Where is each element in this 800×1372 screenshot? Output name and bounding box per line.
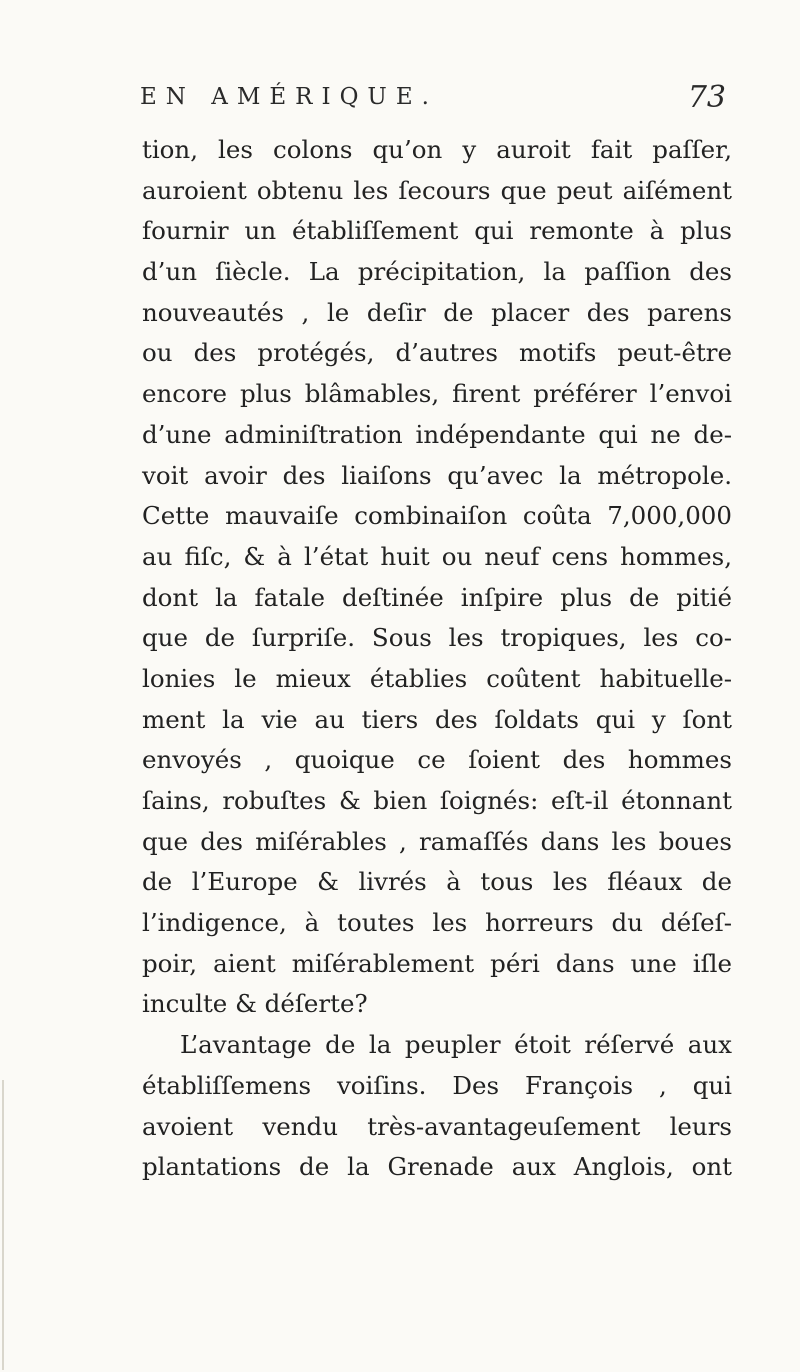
text-line: ou des protégés, d’autres motifs peut-être: [142, 338, 732, 368]
text-line: au fiſc, & à l’état huit ou neuf cens hommes,: [142, 541, 732, 571]
text-line: établiſſemens voiſins. Des François , qui: [142, 1070, 732, 1100]
body-text: [142, 130, 732, 1188]
text-line: poir, aient miſérablement péri dans une iſle: [142, 948, 732, 978]
text-line: tion, les colons qu’on y auroit fait paſſer,: [142, 135, 732, 164]
text-line: que des miſérables , ramaſſés dans les boues: [142, 826, 732, 856]
text-line: Cette mauvaiſe combinaiſon coûta 7,000,000: [142, 501, 732, 531]
text-line: ment la vie au tiers des ſoldats qui y ſont: [142, 704, 732, 734]
text-line: l’indigence, à toutes les horreurs du déſeſ-: [142, 908, 732, 938]
text-line: lonies le mieux établies coûtent habituelle-: [142, 663, 732, 693]
text-line: de l’Europe & livrés à tous les fléaux de: [142, 867, 732, 897]
page-number: 73: [687, 80, 726, 115]
text-line: nouveautés , le deſir de placer des parens: [142, 297, 732, 327]
paragraph-start-line: L’avantage de la peupler étoit réſervé aux: [180, 1030, 732, 1060]
text-line: encore plus blâmables, firent préférer l’envoi: [142, 379, 732, 409]
text-line: dont la fatale deſtinée inſpire plus de pitié: [142, 582, 732, 612]
text-line: fournir un établiſſement qui remonte à plus: [142, 216, 732, 246]
text-line: d’une adminiſtration indépendante qui ne de-: [142, 419, 732, 449]
text-line: inculte & déſerte?: [142, 989, 368, 1019]
text-line: voit avoir des liaiſons qu’avec la métropole.: [142, 460, 732, 490]
text-line: envoyés , quoique ce ſoient des hommes: [142, 745, 732, 775]
text-line: plantations de la Grenade aux Anglois, ont: [142, 1152, 732, 1182]
text-line: auroient obtenu les ſecours que peut aiſément: [142, 175, 732, 205]
page-header: [140, 78, 730, 118]
running-head: EN AMÉRIQUE.: [140, 84, 438, 110]
binding-edge: [2, 1080, 4, 1370]
text-line: avoient vendu très-avantageuſement leurs: [142, 1111, 732, 1141]
text-line: que de ſurpriſe. Sous les tropiques, les co-: [142, 623, 732, 653]
text-line: ſains, robuſtes & bien ſoignés: eſt-il étonnant: [142, 786, 732, 815]
text-line: d’un ſiècle. La précipitation, la paſſion des: [142, 257, 732, 287]
